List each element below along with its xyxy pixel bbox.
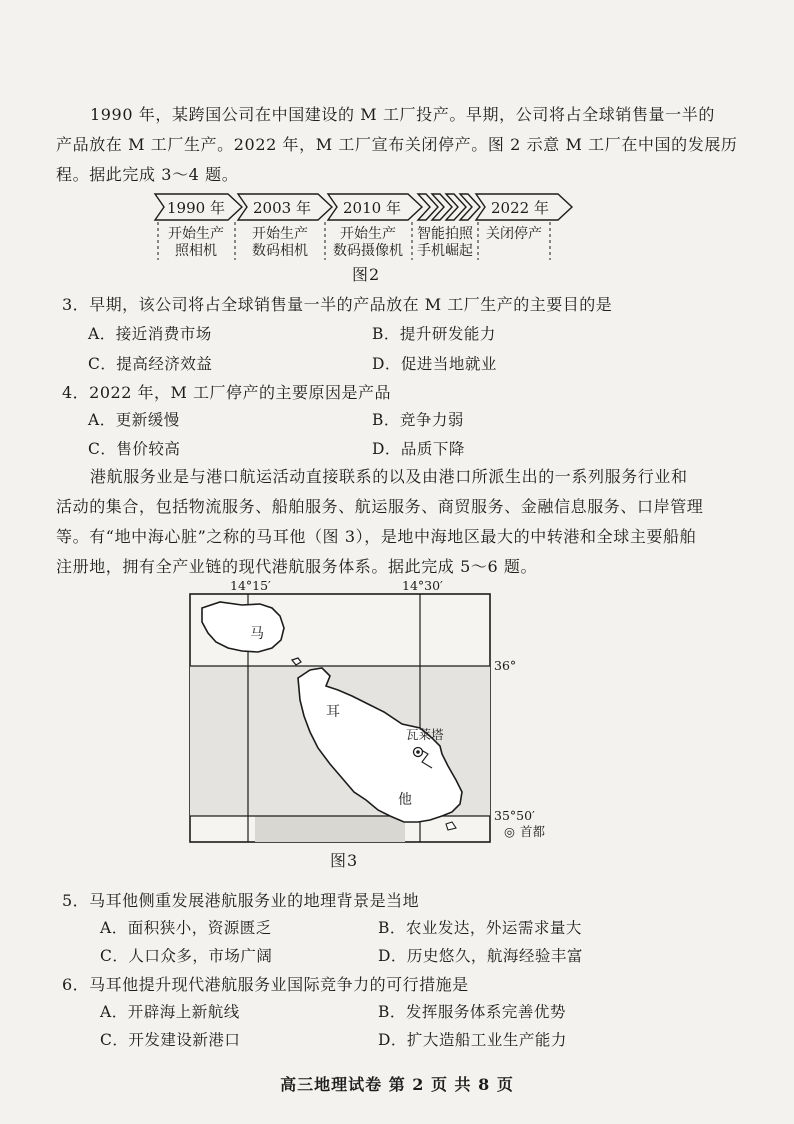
timeline-label-3b: 数码摄像机 (333, 243, 403, 259)
timeline-year-2010: 2010 年 (343, 199, 401, 217)
intro-paragraph-1 (56, 100, 746, 190)
legend-capital-label: 首都 (520, 824, 546, 839)
timeline-label-5a: 关闭停产 (486, 226, 542, 242)
question-6-option-b: B．发挥服务体系完善优势 (378, 1003, 566, 1021)
question-3-option-b: B．提升研发能力 (372, 325, 496, 343)
lat-label-36: 36° (494, 658, 517, 673)
malta-map (180, 578, 560, 848)
question-4-option-a: A．更新缓慢 (88, 411, 180, 429)
timeline-label-2a: 开始生产 (252, 226, 308, 242)
timeline-label-2b: 数码相机 (252, 243, 308, 259)
timeline-chevron-4 (460, 194, 480, 220)
page-footer: 高三地理试卷 第 2 页 共 8 页 (280, 1075, 514, 1094)
intro2-line-2: 活动的集合，包括物流服务、船舶服务、航运服务、商贸服务、金融信息服务、口岸管理 (56, 497, 704, 516)
timeline-year-2003: 2003 年 (253, 199, 311, 217)
country-char-3: 他 (398, 792, 412, 808)
intro2-line-4: 注册地，拥有全产业链的现代港航服务体系。据此完成 5～6 题。 (56, 557, 538, 576)
question-6-option-d: D．扩大造船工业生产能力 (378, 1031, 567, 1049)
question-3-option-d: D．促进当地就业 (372, 355, 497, 373)
question-5-stem: 5．马耳他侧重发展港航服务业的地理背景是当地 (62, 891, 420, 910)
intro1-line-3: 程。据此完成 3～4 题。 (56, 165, 239, 184)
timeline-label-4a: 智能拍照 (417, 226, 473, 242)
lon-label-14-15: 14°15′ (230, 578, 271, 593)
country-char-2: 耳 (326, 704, 340, 720)
valletta-marker (414, 748, 423, 757)
intro2-line-1: 港航服务业是与港口航运活动直接联系的以及由港口所派生出的一系列服务行业和 (90, 467, 688, 486)
timeline-figure (150, 190, 590, 262)
intro1-line-2: 产品放在 M 工厂生产。2022 年，M 工厂宣布关闭停产。图 2 示意 M 工厂在中国的发展历 (56, 135, 738, 154)
question-5-option-c: C．人口众多，市场广阔 (100, 947, 273, 965)
question-3-option-a: A．接近消费市场 (88, 325, 212, 343)
timeline-label-3a: 开始生产 (340, 226, 396, 242)
figure-2-caption: 图2 (352, 265, 381, 284)
intro1-line-1: 1990 年，某跨国公司在中国建设的 M 工厂投产。早期，公司将占全球销售量一半的 (90, 105, 715, 124)
timeline-label-1b: 照相机 (175, 243, 217, 259)
lon-label-14-30: 14°30′ (402, 578, 443, 593)
question-4-option-d: D．品质下降 (372, 440, 465, 458)
question-5-option-b: B．农业发达，外运需求量大 (378, 919, 582, 937)
timeline-label-4b: 手机崛起 (417, 243, 473, 259)
question-5-option-a: A．面积狭小，资源匮乏 (100, 919, 272, 937)
question-6-option-a: A．开辟海上新航线 (100, 1003, 240, 1021)
question-6-option-c: C．开发建设新港口 (100, 1031, 241, 1049)
question-3-stem: 3．早期，该公司将占全球销售量一半的产品放在 M 工厂生产的主要目的是 (62, 295, 613, 314)
lat-label-35-50: 35°50′ (494, 808, 535, 823)
question-6-stem: 6．马耳他提升现代港航服务业国际竞争力的可行措施是 (62, 975, 469, 994)
timeline-label-1a: 开始生产 (168, 226, 224, 242)
question-4-stem: 4．2022 年，M 工厂停产的主要原因是产品 (62, 383, 391, 402)
country-char-1: 马 (250, 626, 264, 642)
figure-3-caption: 图3 (330, 851, 359, 870)
question-4-option-b: B．竞争力弱 (372, 411, 464, 429)
question-3-option-c: C．提高经济效益 (88, 355, 213, 373)
timeline-year-2022: 2022 年 (491, 199, 549, 217)
timeline-year-1990: 1990 年 (167, 199, 225, 217)
valletta-label: 瓦莱塔 (406, 727, 444, 742)
intro2-line-3: 等。有“地中海心脏”之称的马耳他（图 3），是地中海地区最大的中转港和全球主要船舶 (56, 527, 697, 546)
question-4-option-c: C．售价较高 (88, 440, 181, 458)
question-5-option-d: D．历史悠久，航海经验丰富 (378, 947, 583, 965)
intro-paragraph-2 (56, 462, 746, 582)
legend-capital-icon: ◎ (504, 824, 515, 839)
